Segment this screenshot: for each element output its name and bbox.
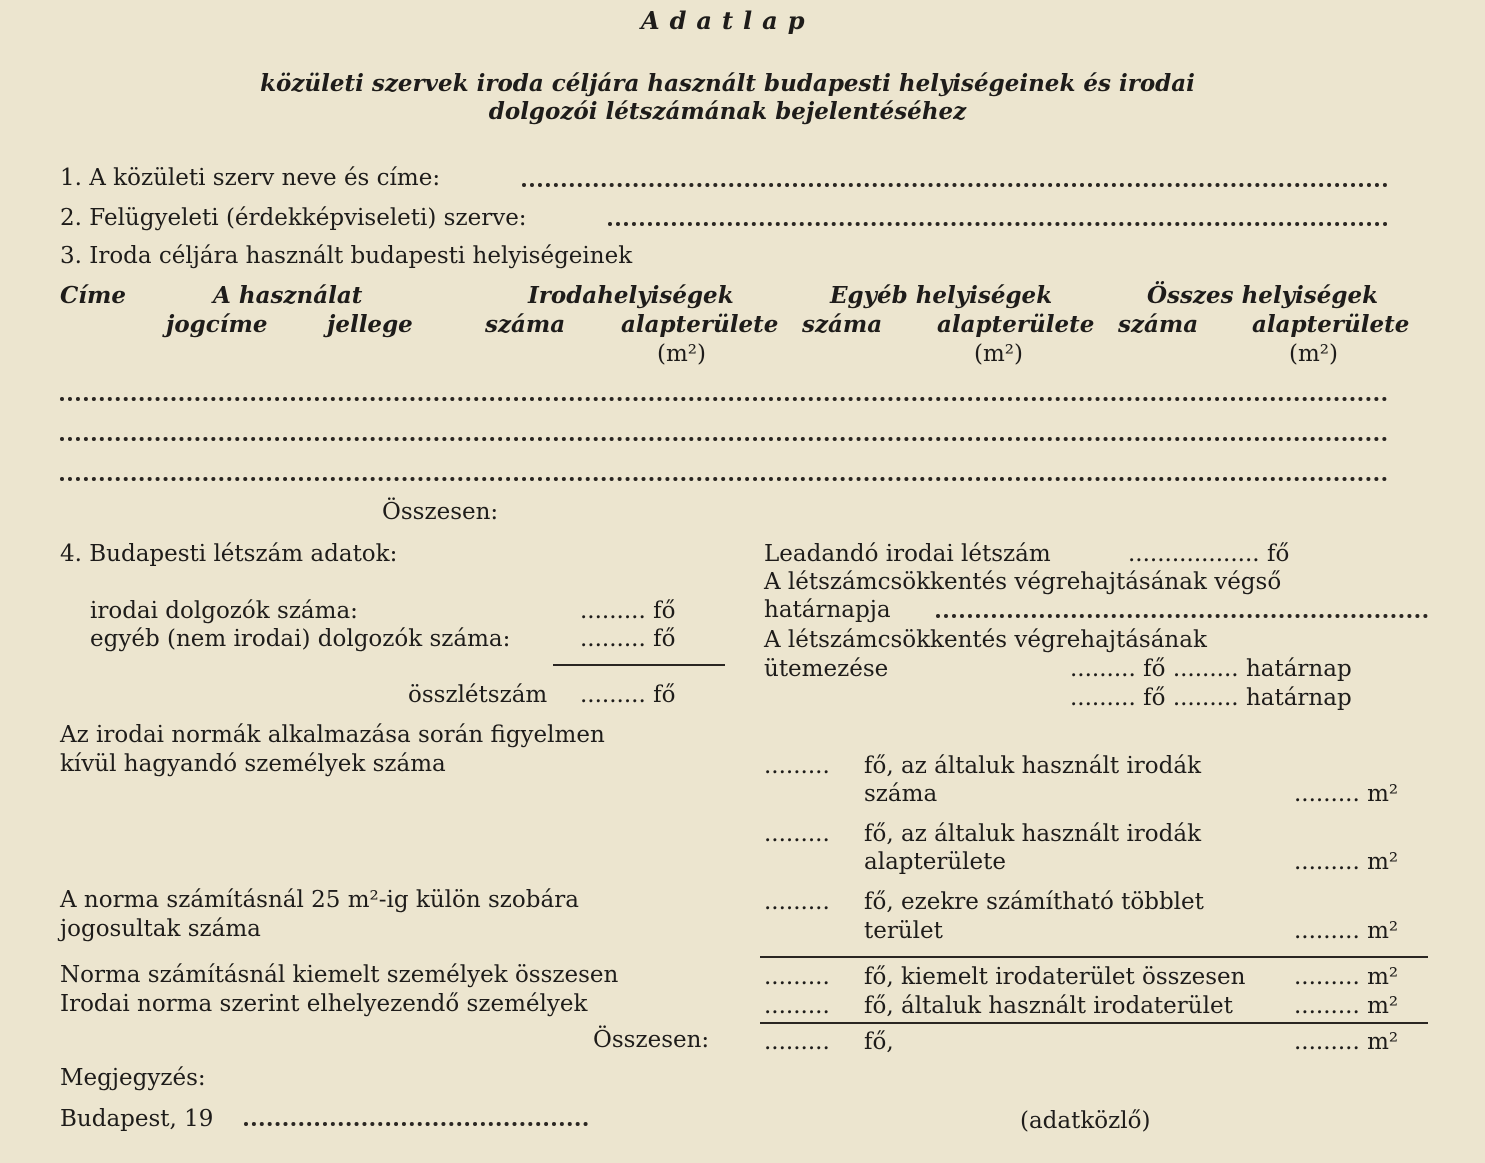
header-iroda-szama: száma (485, 311, 566, 338)
item-2-label: 2. Felügyeleti (érdekképviseleti) szerve: (60, 205, 527, 231)
header-irodahelyisegek: Irodahelyiségek (528, 282, 734, 309)
form-subtitle (0, 70, 1455, 126)
header-cime: Címe (60, 282, 127, 309)
elhelyezendo-dots[interactable]: ......... (764, 993, 830, 1019)
figyelmen-label-2: kívül hagyandó személyek száma (60, 751, 446, 777)
kiemelt-divider-top (760, 956, 1428, 958)
leadando-label: Leadandó irodai létszám (764, 541, 1051, 567)
elhelyezendo-label: Irodai norma szerint elhelyezendő személyek (60, 991, 588, 1017)
header-egyeb: Egyéb helyiségek (830, 282, 1053, 309)
header-jellege: jellege (327, 311, 413, 338)
subtitle-line-1: közületi szervek iroda céljára használt budapesti helyiségeinek és irodai (260, 70, 1195, 97)
header-egyeb-szama: száma (802, 311, 883, 338)
norma25-label-2: jogosultak száma (60, 916, 261, 942)
utemezes-row-2[interactable]: ......... fő ......... határnap (1070, 685, 1352, 711)
irodak-szama-value[interactable]: ......... m² (1294, 781, 1399, 807)
vegso-label-2: határnapja (764, 597, 891, 623)
irodak-alap-label-1: fő, az általuk használt irodák (864, 821, 1202, 847)
megjegyzes-label: Megjegyzés: (60, 1065, 206, 1091)
elhelyezendo-value[interactable]: ......... m² (1294, 993, 1399, 1019)
kiemelt-dots[interactable]: ......... (764, 964, 830, 990)
item-1-label: 1. A közületi szerv neve és címe: (60, 165, 441, 191)
irodak-alap-label-2: alapterülete (864, 849, 1006, 875)
irodak-alap-value[interactable]: ......... m² (1294, 849, 1399, 875)
item-1-fill-line[interactable] (522, 183, 1388, 187)
header-iroda-alapterulete: alapterülete (621, 311, 779, 338)
vegso-label-1: A létszámcsökkentés végrehajtásának végső (764, 569, 1282, 595)
header-hasznalat: A használat (213, 282, 363, 309)
subtitle-line-2: dolgozói létszámának bejelentéséhez (488, 98, 967, 125)
irodak-szama-label-2: száma (864, 781, 938, 807)
utemezes-label-2: ütemezése (764, 656, 889, 682)
osszletszam-label: összlétszám (408, 682, 548, 708)
header-osszes-alapterulete: alapterülete (1252, 311, 1410, 338)
budapest-date-label: Budapest, 19 (60, 1106, 214, 1132)
osszletszam-value[interactable]: ......... fő (580, 682, 676, 708)
kiemelt-right-label: fő, kiemelt irodaterület összesen (864, 964, 1246, 990)
header-osszes-unit: (m²) (1289, 341, 1338, 367)
table-row[interactable] (60, 477, 1388, 481)
form-title: Adatlap (641, 6, 815, 35)
osszesen-dots[interactable]: ......... (764, 1029, 830, 1055)
header-osszes: Összes helyiségek (1147, 282, 1379, 309)
norma25-label-1: A norma számításnál 25 m²-ig külön szobára (60, 887, 579, 913)
item-3-label: 3. Iroda céljára használt budapesti helyiségeinek (60, 243, 633, 269)
table-total-label: Összesen: (382, 499, 499, 525)
tobblet-value[interactable]: ......... m² (1294, 918, 1399, 944)
header-osszes-szama: száma (1118, 311, 1199, 338)
sum-divider (553, 664, 725, 666)
osszesen-divider (760, 1022, 1428, 1024)
kiemelt-value[interactable]: ......... m² (1294, 964, 1399, 990)
egyeb-dolgozok-label: egyéb (nem irodai) dolgozók száma: (90, 626, 511, 652)
utemezes-label-1: A létszámcsökkentés végrehajtásának (764, 627, 1207, 653)
osszesen-value[interactable]: ......... m² (1294, 1029, 1399, 1055)
kiemelt-label: Norma számításnál kiemelt személyek összesen (60, 962, 619, 988)
header-jogcime: jogcíme (166, 311, 268, 338)
egyeb-dolgozok-value[interactable]: ......... fő (580, 626, 676, 652)
vegso-fill-line[interactable] (936, 614, 1428, 618)
osszesen-right-label: fő, (864, 1029, 894, 1055)
table-row[interactable] (60, 397, 1388, 401)
elhelyezendo-right-label: fő, általuk használt irodaterület (864, 993, 1233, 1019)
utemezes-row-1[interactable]: ......... fő ......... határnap (1070, 656, 1352, 682)
irodai-dolgozok-value[interactable]: ......... fő (580, 598, 676, 624)
irodak-szama-dots[interactable]: ......... (764, 753, 830, 779)
irodak-alap-dots[interactable]: ......... (764, 821, 830, 847)
staff-heading: 4. Budapesti létszám adatok: (60, 541, 398, 567)
figyelmen-label-1: Az irodai normák alkalmazása során figyelmen (60, 722, 605, 748)
tobblet-label-2: terület (864, 918, 943, 944)
osszesen-label: Összesen: (593, 1027, 710, 1053)
adatkozlo-label: (adatközlő) (1020, 1108, 1151, 1134)
tobblet-label-1: fő, ezekre számítható többlet (864, 889, 1204, 915)
header-egyeb-unit: (m²) (974, 341, 1023, 367)
leadando-value[interactable]: .................. fő (1128, 541, 1290, 567)
header-egyeb-alapterulete: alapterülete (937, 311, 1095, 338)
irodai-dolgozok-label: irodai dolgozók száma: (90, 598, 358, 624)
item-2-fill-line[interactable] (608, 222, 1388, 226)
header-iroda-unit: (m²) (657, 341, 706, 367)
tobblet-dots[interactable]: ......... (764, 889, 830, 915)
irodak-szama-label-1: fő, az általuk használt irodák (864, 753, 1202, 779)
date-fill-line[interactable] (244, 1122, 588, 1126)
table-row[interactable] (60, 437, 1388, 441)
